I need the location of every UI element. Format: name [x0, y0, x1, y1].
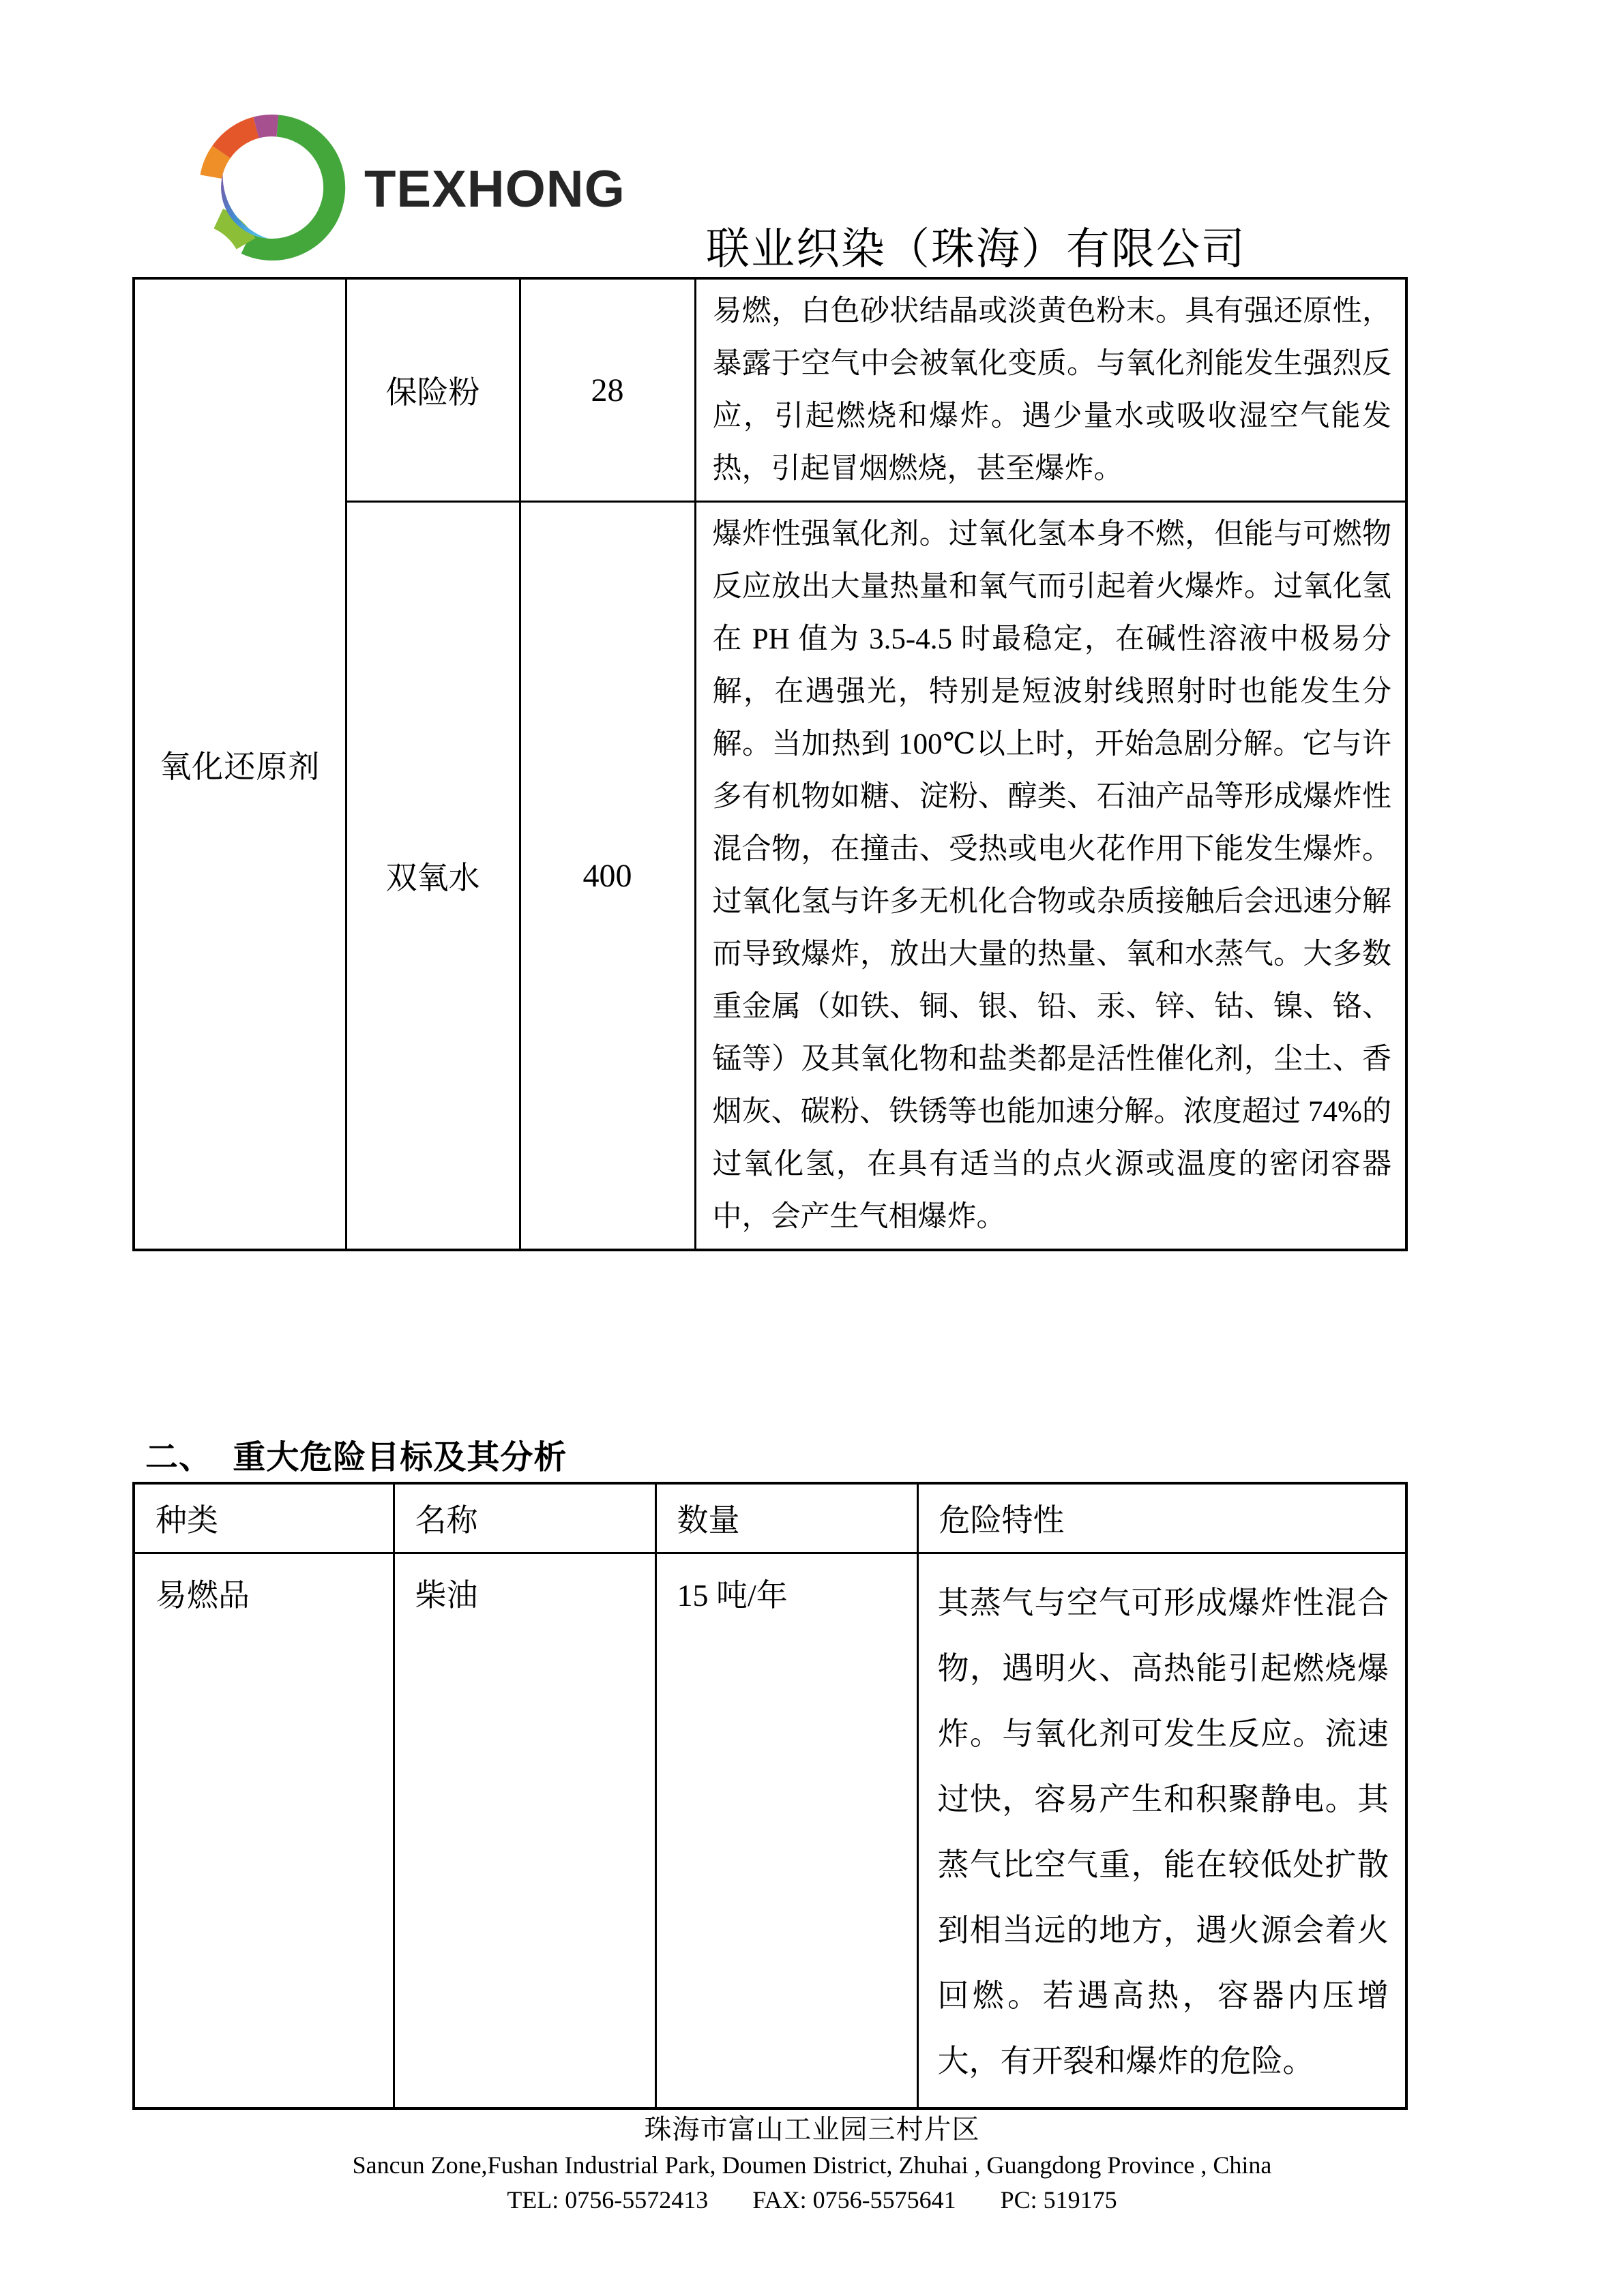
category-cell: 氧化还原剂	[134, 278, 346, 1250]
hazard-name-cell: 柴油	[394, 1553, 655, 2108]
chemical-quantity-cell: 400	[520, 502, 695, 1251]
chemical-hazard-cell: 易燃，白色砂状结晶或淡黄色粉末。具有强还原性，暴露于空气中会被氧化变质。与氧化剂能发生强烈反应，引起燃烧和爆炸。遇少量水或吸收湿空气能发热，引起冒烟燃烧，甚至爆炸。	[695, 278, 1406, 502]
chemical-name-cell: 保险粉	[346, 278, 520, 502]
footer-fax: FAX: 0756-5575641	[752, 2186, 956, 2213]
chemical-quantity-cell: 28	[520, 278, 695, 502]
footer-tel: TEL: 0756-5572413	[507, 2186, 709, 2213]
footer-contact-line	[0, 2182, 1624, 2218]
table-header-row	[134, 1483, 1406, 1553]
header-hazard: 危险特性	[917, 1483, 1406, 1553]
chemical-properties-table	[132, 277, 1408, 1251]
section-heading: 二、 重大危险目标及其分析	[145, 1440, 567, 1476]
header-type: 种类	[134, 1483, 394, 1553]
company-name: 联业织染（珠海）有限公司	[706, 224, 1246, 273]
page-footer	[0, 2111, 1624, 2218]
texhong-logo-icon	[196, 115, 349, 260]
chemical-name-cell: 双氧水	[346, 502, 520, 1251]
major-hazard-table	[132, 1482, 1408, 2110]
header-name: 名称	[394, 1483, 655, 1553]
table-row	[134, 1553, 1406, 2108]
hazard-description-cell: 其蒸气与空气可形成爆炸性混合物，遇明火、高热能引起燃烧爆炸。与氧化剂可发生反应。流速过快，容易产生和积聚静电。其蒸气比空气重，能在较低处扩散到相当远的地方，遇火源会着火回燃。若遇高热，容器内压增大，有开裂和爆炸的危险。	[917, 1553, 1406, 2108]
footer-address-en: Sancun Zone,Fushan Industrial Park, Doumen District, Zhuhai , Guangdong Province , China	[352, 2151, 1272, 2179]
chemical-hazard-cell: 爆炸性强氧化剂。过氧化氢本身不燃，但能与可燃物反应放出大量热量和氧气而引起着火爆炸。过氧化氢在 PH 值为 3.5-4.5 时最稳定，在碱性溶液中极易分解，在遇强光，特别是短波射线照射时也能发生分解。当加热到 100℃以上时，开始急剧分解。它与许多有机物如糖、淀粉、醇类、石油产品等形成爆炸性混合物，在撞击、受热或电火花作用下能发生爆炸。过氧化氢与许多无机化合物或杂质接触后会迅速分解而导致爆炸，放出大量的热量、氧和水蒸气。大多数重金属（如铁、铜、银、铅、汞、锌、钴、镍、铬、锰等）及其氧化物和盐类都是活性催化剂，尘土、香烟灰、碳粉、铁锈等也能加速分解。浓度超过 74%的过氧化氢，在具有适当的点火源或温度的密闭容器中，会产生气相爆炸。	[695, 502, 1406, 1251]
header-quantity: 数量	[655, 1483, 917, 1553]
hazard-type-cell: 易燃品	[134, 1553, 394, 2108]
table-row	[134, 278, 1406, 502]
footer-address-cn: 珠海市富山工业园三村片区	[644, 2114, 980, 2145]
brand-wordmark: TEXHONG	[364, 160, 625, 218]
footer-pc: PC: 519175	[1000, 2186, 1117, 2213]
hazard-quantity-cell: 15 吨/年	[655, 1553, 917, 2108]
